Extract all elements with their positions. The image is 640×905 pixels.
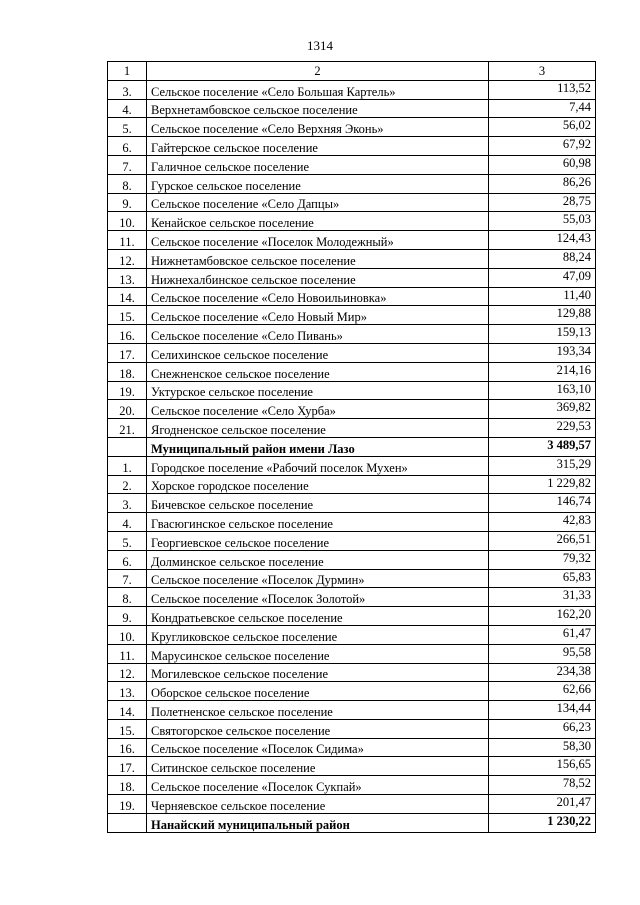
settlement-name: Кенайское сельское поселение (147, 212, 489, 231)
row-number: 19. (108, 795, 147, 814)
table-row (108, 306, 596, 325)
table-row (108, 99, 596, 118)
row-number: 12. (108, 249, 147, 268)
settlement-name: Уктурское сельское поселение (147, 381, 489, 400)
row-number: 10. (108, 212, 147, 231)
settlement-value: 65,83 (489, 569, 596, 588)
table-row (108, 343, 596, 362)
table-row (108, 419, 596, 438)
table-row (108, 400, 596, 419)
settlement-value: 266,51 (489, 531, 596, 550)
settlement-value: 55,03 (489, 212, 596, 231)
row-number: 17. (108, 757, 147, 776)
settlement-name: Сельское поселение «Поселок Дурмин» (147, 569, 489, 588)
table-row (108, 174, 596, 193)
settlement-name: Сельское поселение «Поселок Сукпай» (147, 776, 489, 795)
settlement-value: 88,24 (489, 249, 596, 268)
settlement-value: 28,75 (489, 193, 596, 212)
settlement-name: Гурское сельское поселение (147, 174, 489, 193)
settlement-name: Городское поселение «Рабочий поселок Мухен» (147, 456, 489, 475)
settlement-value: 47,09 (489, 268, 596, 287)
settlement-name: Сельское поселение «Поселок Молодежный» (147, 231, 489, 250)
settlement-value: 31,33 (489, 588, 596, 607)
settlement-name: Нижнетамбовское сельское поселение (147, 249, 489, 268)
settlement-name: Хорское городское поселение (147, 475, 489, 494)
settlement-value: 56,02 (489, 118, 596, 137)
table-row (108, 588, 596, 607)
settlement-name: Кругликовское сельское поселение (147, 625, 489, 644)
settlement-value: 146,74 (489, 494, 596, 513)
table-row (108, 795, 596, 814)
settlement-value: 214,16 (489, 362, 596, 381)
settlement-value: 61,47 (489, 625, 596, 644)
settlement-value: 113,52 (489, 80, 596, 99)
settlement-name: Сельское поселение «Село Пивань» (147, 325, 489, 344)
table-row (108, 701, 596, 720)
row-number: 9. (108, 193, 147, 212)
settlement-name: Сельское поселение «Село Новый Мир» (147, 306, 489, 325)
table-row (108, 625, 596, 644)
row-number: 2. (108, 475, 147, 494)
settlement-value: 11,40 (489, 287, 596, 306)
row-number: 1. (108, 456, 147, 475)
settlements-table (107, 61, 596, 833)
settlement-value: 62,66 (489, 682, 596, 701)
settlement-name: Ягодненское сельское поселение (147, 419, 489, 438)
settlement-name: Георгиевское сельское поселение (147, 531, 489, 550)
settlement-name: Сельское поселение «Село Дапцы» (147, 193, 489, 212)
settlement-name: Верхнетамбовское сельское поселение (147, 99, 489, 118)
settlement-value: 134,44 (489, 701, 596, 720)
settlement-name: Гайтерское сельское поселение (147, 137, 489, 156)
settlement-value: 369,82 (489, 400, 596, 419)
table-row (108, 494, 596, 513)
settlement-value: 60,98 (489, 155, 596, 174)
table-row (108, 607, 596, 626)
row-number (108, 437, 147, 456)
settlement-name: Сельское поселение «Село Хурба» (147, 400, 489, 419)
table-row (108, 719, 596, 738)
settlement-name: Оборское сельское поселение (147, 682, 489, 701)
settlement-name: Сельское поселение «Село Верхняя Эконь» (147, 118, 489, 137)
row-number: 15. (108, 719, 147, 738)
settlement-value: 1 229,82 (489, 475, 596, 494)
row-number: 8. (108, 588, 147, 607)
settlement-value: 129,88 (489, 306, 596, 325)
row-number: 13. (108, 682, 147, 701)
row-number: 17. (108, 343, 147, 362)
settlement-name: Марусинское сельское поселение (147, 644, 489, 663)
settlement-name: Полетненское сельское поселение (147, 701, 489, 720)
row-number: 9. (108, 607, 147, 626)
table-row (108, 268, 596, 287)
row-number: 19. (108, 381, 147, 400)
table-total-row (108, 813, 596, 832)
table-row (108, 456, 596, 475)
table-row (108, 776, 596, 795)
table-row (108, 513, 596, 532)
settlement-value: 162,20 (489, 607, 596, 626)
row-number: 7. (108, 569, 147, 588)
row-number: 16. (108, 325, 147, 344)
settlement-value: 163,10 (489, 381, 596, 400)
table-row (108, 663, 596, 682)
table-row (108, 231, 596, 250)
header-col-2: 2 (147, 62, 489, 81)
row-number: 15. (108, 306, 147, 325)
settlement-name: Нанайский муниципальный район (147, 813, 489, 832)
table-row (108, 249, 596, 268)
table-total-row (108, 437, 596, 456)
settlement-value: 234,38 (489, 663, 596, 682)
settlement-value: 42,83 (489, 513, 596, 532)
row-number: 3. (108, 80, 147, 99)
table-row (108, 80, 596, 99)
table-row (108, 531, 596, 550)
row-number: 3. (108, 494, 147, 513)
settlement-value: 3 489,57 (489, 437, 596, 456)
table-row (108, 682, 596, 701)
settlement-value: 124,43 (489, 231, 596, 250)
row-number: 5. (108, 118, 147, 137)
row-number: 6. (108, 550, 147, 569)
settlement-value: 86,26 (489, 174, 596, 193)
row-number: 14. (108, 287, 147, 306)
table-row (108, 287, 596, 306)
row-number (108, 813, 147, 832)
settlement-value: 159,13 (489, 325, 596, 344)
settlement-value: 156,65 (489, 757, 596, 776)
row-number: 21. (108, 419, 147, 438)
row-number: 11. (108, 231, 147, 250)
settlement-name: Бичевское сельское поселение (147, 494, 489, 513)
settlement-name: Муниципальный район имени Лазо (147, 437, 489, 456)
settlement-value: 95,58 (489, 644, 596, 663)
settlement-name: Сельское поселение «Село Новоильиновка» (147, 287, 489, 306)
settlement-name: Гвасюгинское сельское поселение (147, 513, 489, 532)
settlement-name: Сельское поселение «Поселок Сидима» (147, 738, 489, 757)
settlement-name: Снежненское сельское поселение (147, 362, 489, 381)
row-number: 14. (108, 701, 147, 720)
row-number: 5. (108, 531, 147, 550)
settlement-name: Святогорское сельское поселение (147, 719, 489, 738)
table-row (108, 757, 596, 776)
settlement-value: 229,53 (489, 419, 596, 438)
table-body (108, 62, 596, 833)
table-row (108, 362, 596, 381)
settlement-name: Могилевское сельское поселение (147, 663, 489, 682)
row-number: 11. (108, 644, 147, 663)
settlement-name: Нижнехалбинское сельское поселение (147, 268, 489, 287)
row-number: 6. (108, 137, 147, 156)
row-number: 20. (108, 400, 147, 419)
settlement-name: Ситинское сельское поселение (147, 757, 489, 776)
row-number: 13. (108, 268, 147, 287)
table-row (108, 137, 596, 156)
row-number: 10. (108, 625, 147, 644)
settlement-value: 201,47 (489, 795, 596, 814)
row-number: 18. (108, 362, 147, 381)
settlement-value: 66,23 (489, 719, 596, 738)
settlement-value: 193,34 (489, 343, 596, 362)
row-number: 18. (108, 776, 147, 795)
header-col-3: 3 (489, 62, 596, 81)
row-number: 4. (108, 513, 147, 532)
table-row (108, 193, 596, 212)
settlement-value: 58,30 (489, 738, 596, 757)
table-row (108, 381, 596, 400)
settlement-value: 79,32 (489, 550, 596, 569)
settlement-value: 78,52 (489, 776, 596, 795)
row-number: 16. (108, 738, 147, 757)
settlement-name: Долминское сельское поселение (147, 550, 489, 569)
table-row (108, 644, 596, 663)
header-col-1: 1 (108, 62, 147, 81)
table-row (108, 325, 596, 344)
row-number: 4. (108, 99, 147, 118)
settlement-name: Галичное сельское поселение (147, 155, 489, 174)
table-row (108, 155, 596, 174)
settlement-name: Селихинское сельское поселение (147, 343, 489, 362)
page-number: 1314 (307, 38, 333, 53)
table-row (108, 550, 596, 569)
settlement-name: Кондратьевское сельское поселение (147, 607, 489, 626)
table-row (108, 569, 596, 588)
table-header-row (108, 62, 596, 81)
table-row (108, 475, 596, 494)
settlement-value: 1 230,22 (489, 813, 596, 832)
settlement-name: Черняевское сельское поселение (147, 795, 489, 814)
settlement-name: Сельское поселение «Село Большая Картель» (147, 80, 489, 99)
row-number: 7. (108, 155, 147, 174)
table-row (108, 738, 596, 757)
table-row (108, 212, 596, 231)
table-row (108, 118, 596, 137)
settlement-value: 67,92 (489, 137, 596, 156)
row-number: 8. (108, 174, 147, 193)
settlement-value: 315,29 (489, 456, 596, 475)
row-number: 12. (108, 663, 147, 682)
settlement-name: Сельское поселение «Поселок Золотой» (147, 588, 489, 607)
settlement-value: 7,44 (489, 99, 596, 118)
